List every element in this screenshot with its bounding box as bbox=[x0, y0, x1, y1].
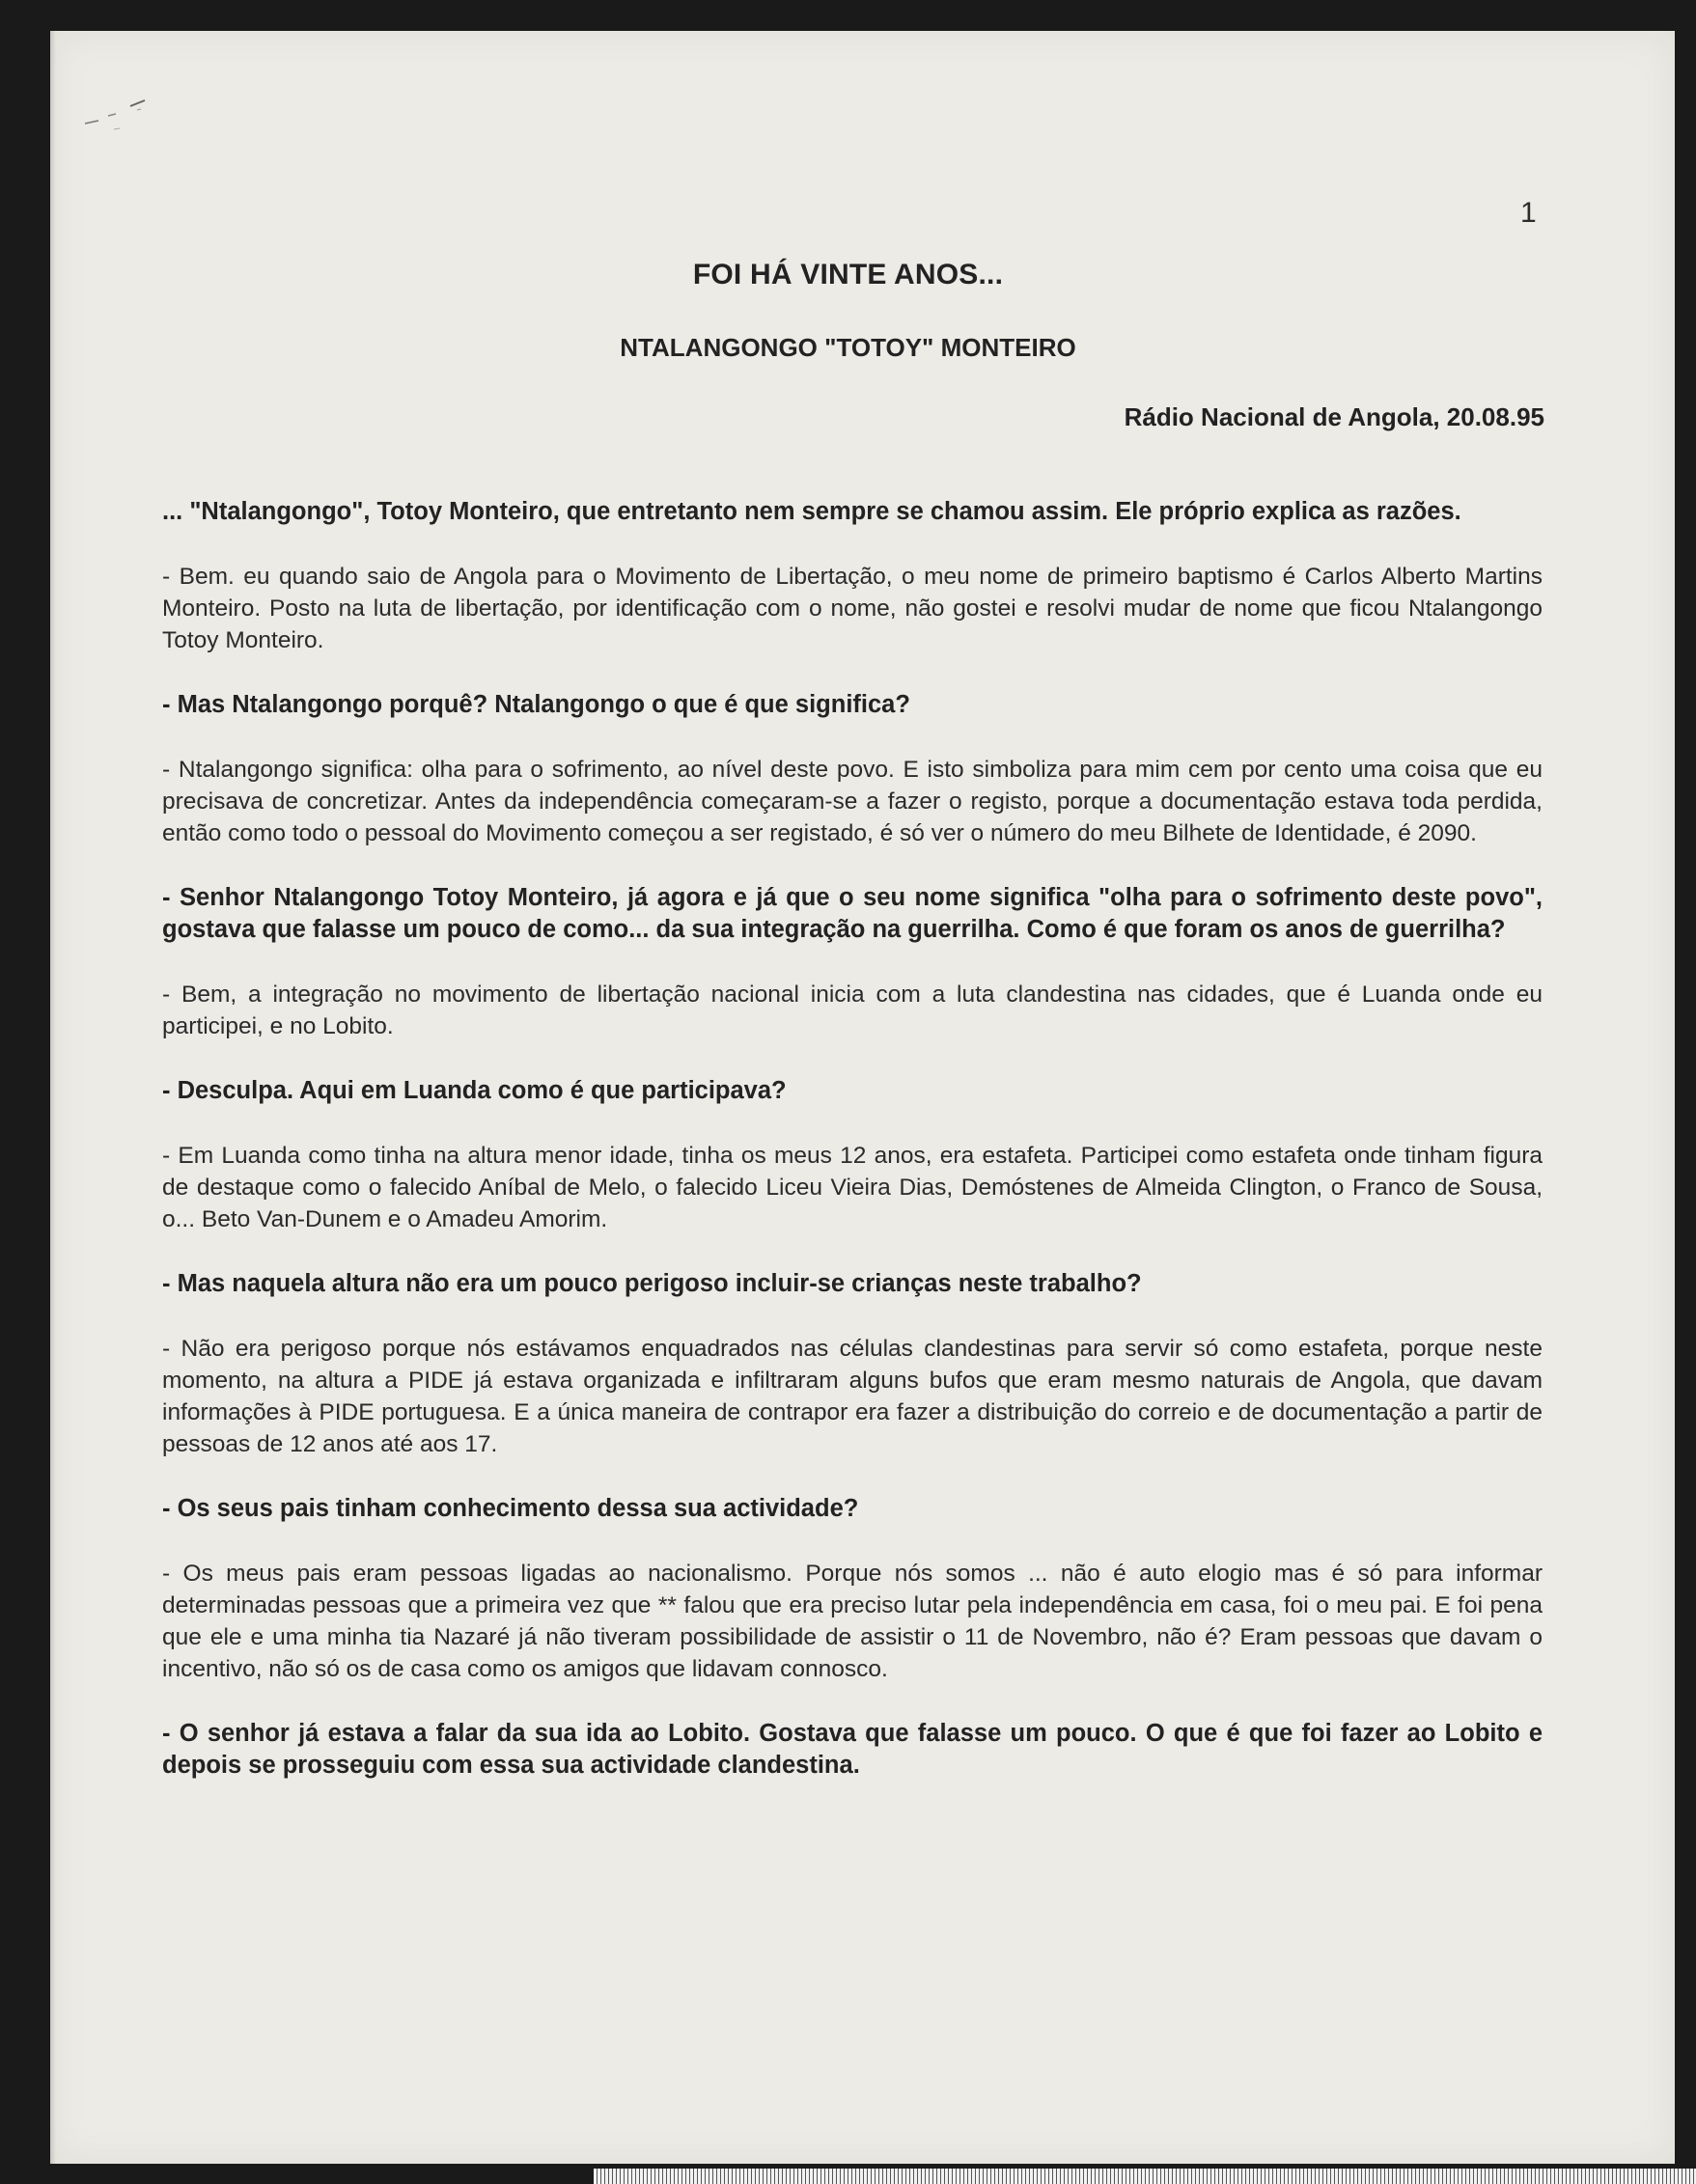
question-paragraph: - Mas naquela altura não era um pouco perigoso incluir-se crianças neste trabalho? bbox=[162, 1270, 1142, 1297]
scan-ruler bbox=[594, 2169, 1696, 2184]
answer-paragraph: - Ntalangongo significa: olha para o sofrimento, ao nível deste povo. E isto simboliza para mim cem por cento uma coisa que eu precisava de concretizar. Antes da independência começaram-se a fazer o registo, porque a documentação estava toda perdida, então como todo o pessoal do Movimento começou a ser registado, é só ver o número do meu Bilhete de Identidade, é 2090. bbox=[162, 757, 1543, 846]
intro-paragraph: ... "Ntalangongo", Totoy Monteiro, que entretanto nem sempre se chamou assim. Ele próprio explica as razões. bbox=[162, 498, 1461, 525]
question-paragraph: - Mas Ntalangongo porquê? Ntalangongo o que é que significa? bbox=[162, 691, 910, 718]
pencil-marks bbox=[77, 87, 183, 145]
question-paragraph: - Os seus pais tinham conhecimento dessa sua actividade? bbox=[162, 1495, 859, 1522]
document-body bbox=[162, 496, 1543, 1814]
answer-paragraph: - Bem. eu quando saio de Angola para o Movimento de Libertação, o meu nome de primeiro baptismo é Carlos Alberto Martins Monteiro. Posto na luta de libertação, por identificação com o nome, não gostei e resolvi mudar de nome que ficou Ntalangongo Totoy Monteiro. bbox=[162, 564, 1543, 653]
answer-paragraph: - Os meus pais eram pessoas ligadas ao nacionalismo. Porque nós somos ... não é auto elogio mas é só para informar determinadas pessoas que a primeira vez que ** falou que era preciso lutar pela independência em casa, foi o meu pai. E foi pena que ele e uma minha tia Nazaré já não tiveram possibilidade de assistir o 11 de Novembro, não é? Eram pessoas que davam o incentivo, não só os de casa como os amigos que lidavam connosco. bbox=[162, 1561, 1543, 1682]
answer-paragraph: - Em Luanda como tinha na altura menor idade, tinha os meus 12 anos, era estafeta. Participei como estafeta onde tinham figura de destaque como o falecido Aníbal de Melo, o falecido Liceu Vieira Dias, Demóstenes de Almeida Clington, o Franco de Sousa, o... Beto Van-Dunem e o Amadeu Amorim. bbox=[162, 1143, 1543, 1232]
page-number: 1 bbox=[1520, 197, 1537, 229]
document-subtitle: NTALANGONGO "TOTOY" MONTEIRO bbox=[620, 333, 1076, 362]
document-source: Rádio Nacional de Angola, 20.08.95 bbox=[1124, 402, 1544, 431]
question-paragraph: - Desculpa. Aqui em Luanda como é que participava? bbox=[162, 1077, 787, 1104]
question-paragraph: - Senhor Ntalangongo Totoy Monteiro, já agora e já que o seu nome significa "olha para o sofrimento deste povo", gostava que falasse um pouco de como... da sua integração na guerrilha. Como é que foram os anos de guerrilha? bbox=[162, 884, 1543, 943]
question-paragraph: - O senhor já estava a falar da sua ida ao Lobito. Gostava que falasse um pouco. O que é que foi fazer ao Lobito e depois se prosseguiu com essa sua actividade clandestina. bbox=[162, 1720, 1543, 1779]
answer-paragraph: - Não era perigoso porque nós estávamos enquadrados nas células clandestinas para servir só como estafeta, porque neste momento, na altura a PIDE já estava organizada e infiltraram alguns bufos que eram mesmo naturais de Angola, que davam informações à PIDE portuguesa. E a única maneira de contrapor era fazer a distribuição do correio e de documentação a partir de pessoas de 12 anos até aos 17. bbox=[162, 1336, 1543, 1457]
answer-paragraph: - Bem, a integração no movimento de libertação nacional inicia com a luta clandestina nas cidades, que é Luanda onde eu participei, e no Lobito. bbox=[162, 981, 1543, 1039]
document-title: FOI HÁ VINTE ANOS... bbox=[692, 259, 1004, 290]
